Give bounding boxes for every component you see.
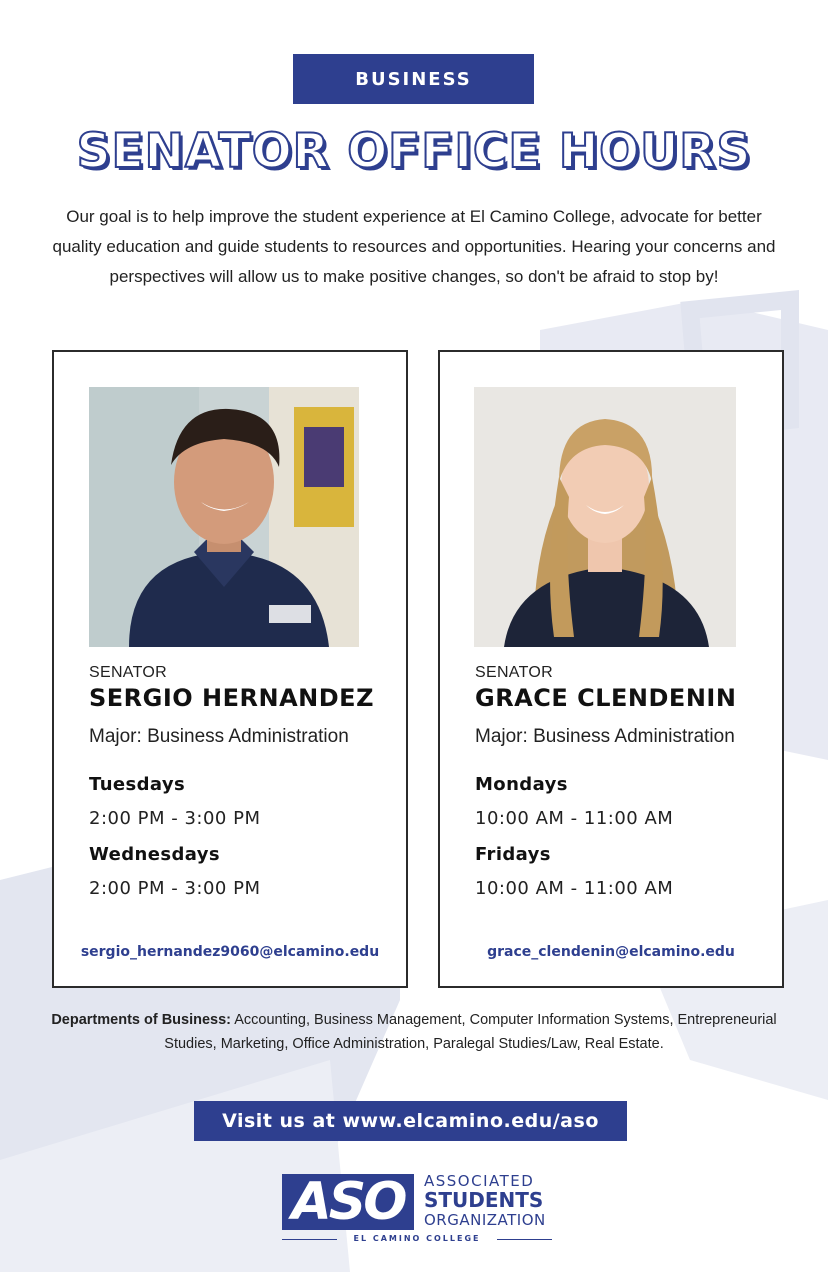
office-day: Mondays — [475, 774, 568, 795]
office-time: 2:00 PM - 3:00 PM — [89, 808, 261, 829]
senator-name: GRACE CLENDENIN — [475, 684, 737, 712]
logo-line-students: STUDENTS — [424, 1188, 544, 1212]
intro-text: Our goal is to help improve the student experience at El Camino College, advocate for better quality education and guide students to resources and opportunities. Hearing your concerns and perspectives will allow us to make positive changes, so don't be afraid to stop by! — [52, 207, 776, 286]
office-time: 10:00 AM - 11:00 AM — [475, 878, 674, 899]
departments-list: Accounting, Business Management, Computer Information Systems, Entrepreneurial Studies, Marketing, Office Administration, Paralegal Studies/Law, Real Estate. — [164, 1012, 777, 1052]
aso-logo — [282, 1168, 552, 1248]
office-day: Tuesdays — [89, 774, 186, 795]
senator-card-grace — [438, 350, 784, 988]
office-time: 10:00 AM - 11:00 AM — [475, 808, 674, 829]
logo-college-name: EL CAMINO COLLEGE — [353, 1234, 481, 1243]
logo-line-organization: ORGANIZATION — [424, 1211, 546, 1229]
senator-title: SENATOR — [89, 664, 167, 681]
office-time: 2:00 PM - 3:00 PM — [89, 878, 261, 899]
senator-title: SENATOR — [475, 664, 553, 681]
senator-major: Major: Business Administration — [89, 726, 349, 747]
logo-line-associated: ASSOCIATED — [424, 1172, 535, 1190]
senator-photo-sergio — [89, 387, 359, 647]
visit-website-banner[interactable]: Visit us at www.elcamino.edu/aso — [194, 1101, 627, 1141]
senator-card-sergio — [52, 350, 408, 988]
senator-name: SERGIO HERNANDEZ — [89, 684, 374, 712]
departments-text — [40, 1008, 788, 1056]
office-day: Fridays — [475, 844, 551, 865]
senator-major: Major: Business Administration — [475, 726, 735, 747]
aso-logo-mark: ASO — [282, 1174, 414, 1230]
page-title: SENATOR OFFICE HOURS — [76, 124, 752, 179]
senator-email[interactable]: sergio_hernandez9060@elcamino.edu — [80, 944, 380, 960]
departments-label: Departments of Business: — [51, 1012, 232, 1028]
senator-email[interactable]: grace_clendenin@elcamino.edu — [487, 944, 735, 960]
senator-photo-grace — [474, 387, 736, 647]
office-day: Wednesdays — [89, 844, 220, 865]
category-badge: BUSINESS — [293, 54, 534, 104]
logo-rule — [497, 1239, 552, 1240]
